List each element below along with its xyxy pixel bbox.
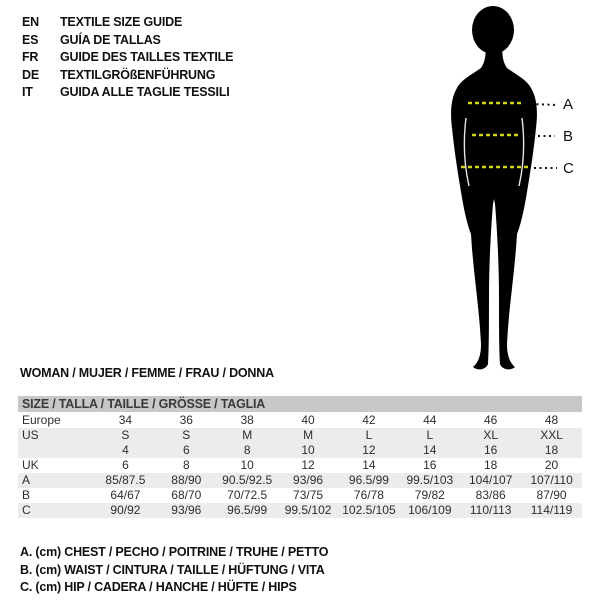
table-cell: 99.5/102 [284,503,332,517]
language-code: ES [22,32,39,47]
table-cell: S [121,428,130,442]
hip-label: C [563,160,574,177]
table-cell: 42 [362,413,376,427]
table-cell: 85/87.5 [105,473,146,487]
table-cell: 4 [122,443,129,457]
waist-label: B [563,128,574,145]
table-cell: 90/92 [110,503,141,517]
language-title: TEXTILGRÖßENFÜHRUNG [60,67,216,82]
table-cell: 79/82 [414,488,445,502]
table-cell: 14 [423,443,437,457]
table-cell: 96.5/99 [227,503,268,517]
legend-waist: B. (cm) WAIST / CINTURA / TAILLE / HÜFTUNG / VITA [20,562,325,577]
section-title: WOMAN / MUJER / FEMME / FRAU / DONNA [20,366,274,380]
measurement-legend [20,544,328,597]
measurement-figure [430,0,600,385]
table-row-us-numbers [18,443,582,458]
language-title: GUIDE DES TAILLES TEXTILE [60,50,234,65]
table-cell: 40 [301,413,315,427]
table-cell: 12 [362,443,376,457]
table-cell: S [182,428,191,442]
language-title: TEXTILE SIZE GUIDE [60,15,183,29]
table-cell: 36 [179,413,193,427]
row-label: A [22,473,31,487]
size-table-header: SIZE / TALLA / TAILLE / GRÖSSE / TAGLIA [18,396,582,413]
table-cell: 14 [362,458,376,472]
table-row-waist [18,488,582,503]
row-label: Europe [22,413,61,427]
legend-chest: A. (cm) CHEST / PECHO / POITRINE / TRUHE / PETTO [20,545,329,559]
table-cell: 34 [118,413,133,427]
table-cell: 114/119 [530,503,573,517]
language-row-es [22,32,233,50]
table-row-chest [18,473,582,488]
size-table [18,396,582,518]
legend-hip: C. (cm) HIP / CADERA / HANCHE / HÜFTE / HIPS [20,580,297,594]
table-cell: 102.5/105 [342,503,396,517]
language-list [22,14,233,102]
language-code: IT [22,85,33,100]
row-label: US [22,428,39,442]
row-label: UK [22,458,39,472]
table-cell: 18 [484,458,498,472]
row-label: B [22,488,31,502]
language-row-it [22,84,233,102]
table-cell: 99.5/103 [406,473,454,487]
table-cell: 110/113 [469,503,512,517]
table-cell: 6 [182,443,190,457]
woman-silhouette-icon [430,0,600,385]
table-cell: M [242,428,253,442]
table-cell: 83/86 [475,488,506,502]
row-label [18,443,95,458]
table-cell: L [365,428,373,442]
table-cell: 106/109 [408,503,452,517]
table-cell: 90.5/92.5 [222,473,273,487]
table-cell: L [426,428,434,442]
table-cell: 107/110 [530,473,573,487]
row-label: C [22,503,31,517]
language-row-en [22,14,233,32]
table-cell: 8 [243,443,251,457]
table-cell: 16 [484,443,498,457]
language-title: GUIDA ALLE TAGLIE TESSILI [60,85,230,100]
table-cell: 64/67 [110,488,141,502]
language-title: GUÍA DE TALLAS [60,32,161,47]
table-cell: 38 [240,413,254,427]
language-row-fr [22,49,233,67]
table-cell: 44 [423,413,437,427]
chest-label: A [563,96,574,113]
table-cell: 87/90 [536,488,567,502]
table-cell: 48 [544,413,559,427]
table-cell: 10 [240,458,254,472]
table-cell: 93/96 [171,503,202,517]
language-code: EN [22,15,39,29]
language-code: FR [22,50,39,65]
table-cell: 46 [484,413,498,427]
table-cell: 73/75 [293,488,324,502]
table-cell: XL [483,428,499,442]
table-cell: 70/72.5 [227,488,268,502]
table-cell: 68/70 [171,488,202,502]
table-cell: 93/96 [293,473,324,487]
table-cell: 20 [544,458,559,472]
table-cell: 6 [122,458,129,472]
table-cell: 18 [544,443,559,457]
table-cell: 8 [182,458,190,472]
table-cell: 12 [301,458,315,472]
table-cell: 76/78 [353,488,384,502]
table-cell: 96.5/99 [348,473,389,487]
table-cell: 10 [301,443,315,457]
table-row-europe [18,413,582,428]
table-row-hip [18,503,582,518]
table-row-us-letters [18,428,582,443]
language-row-de [22,67,233,85]
table-cell: 104/107 [468,473,513,487]
table-cell: 88/90 [171,473,202,487]
table-cell: XXL [540,428,563,442]
table-row-uk [18,458,582,473]
table-cell: 16 [423,458,437,472]
table-cell: M [303,428,314,442]
language-code: DE [22,67,39,82]
